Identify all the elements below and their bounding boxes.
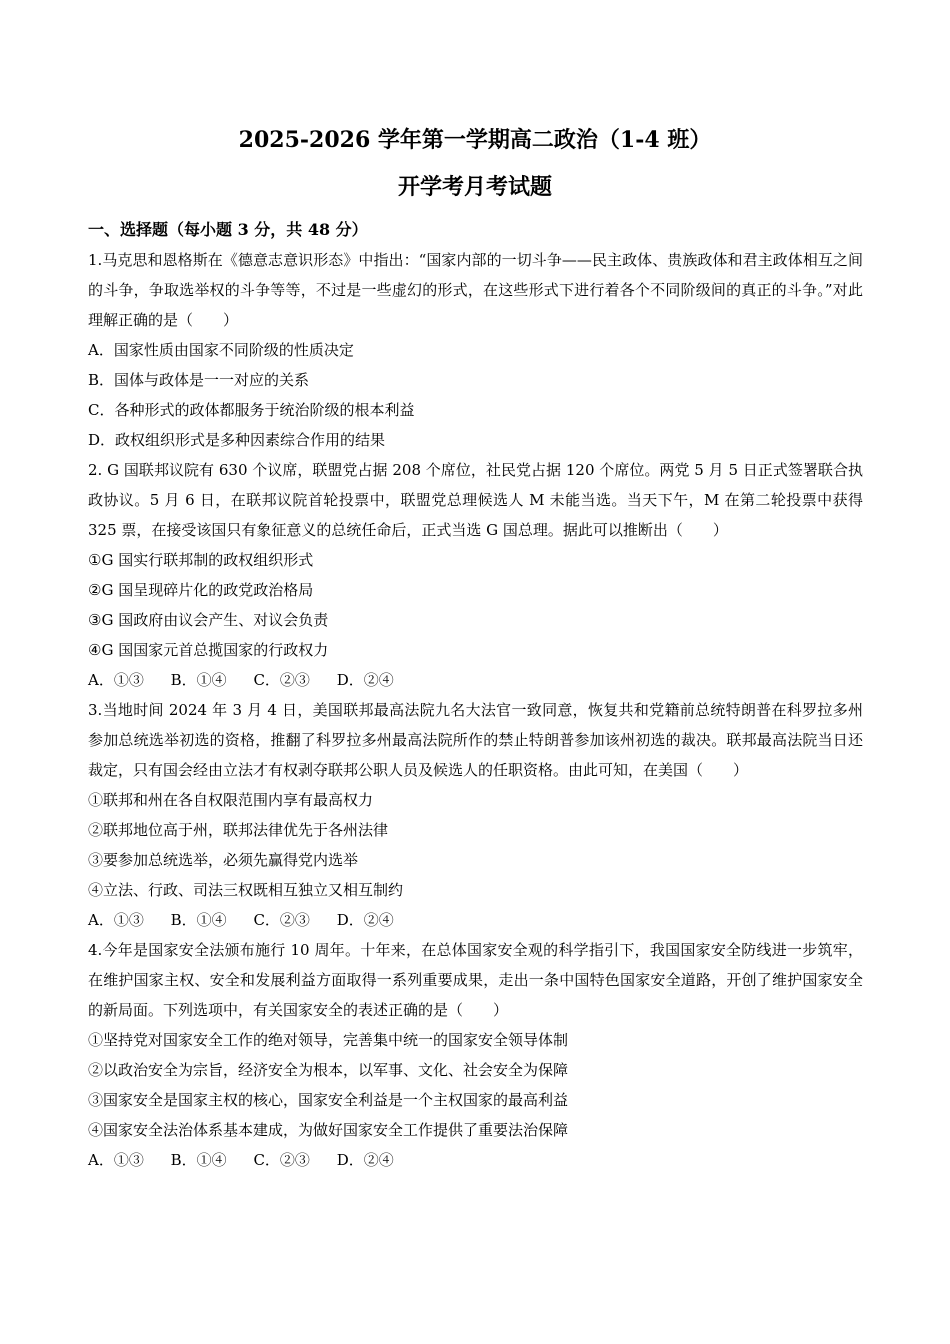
question-item: ①坚持党对国家安全工作的绝对领导，完善集中统一的国家安全领导体制: [88, 1031, 569, 1049]
question-item: ②以政治安全为宗旨，经济安全为根本，以军事、文化、社会安全为保障: [88, 1061, 569, 1079]
question-stem: 3.当地时间 2024 年 3 月 4 日，美国联邦最高法院九名大法官一致同意，恢复共和党籍前总统特朗普在科罗拉多州参加总统选举初选的资格，推翻了科罗拉多州最高法院所作的禁止特朗普参加该州初选的裁决。联邦最高法院当日还裁定，只有国会经由立法才有权剥夺联邦公职人员及候选人的任职资格。由此可知，在美国（ ）: [88, 701, 863, 779]
section-heading: 一、选择题（每小题 3 分，共 48 分）: [88, 220, 368, 239]
answer-option-c: C．②③: [253, 1151, 310, 1169]
question-2: [88, 455, 863, 695]
answer-options: [88, 905, 863, 935]
question-stem: 2. G 国联邦议院有 630 个议席，联盟党占据 208 个席位，社民党占据 120 个席位。两党 5 月 5 日正式签署联合执政协议。5 月 6 日，在联邦议院首轮投票中，联盟党总理候选人 M 未能当选。当天下午，M 在第二轮投票中获得 325 票，在接受该国只有象征意义的总统任命后，正式当选 G 国总理。据此可以推断出（ ）: [88, 461, 863, 539]
question-stem: 1.马克思和恩格斯在《德意志意识形态》中指出：“国家内部的一切斗争——民主政体、贵族政体和君主政体相互之间的斗争，争取选举权的斗争等等，不过是一些虚幻的形式，在这些形式下进行着各个不同阶级间的真正的斗争。”对此理解正确的是（ ）: [88, 251, 863, 329]
question-item: ②联邦地位高于州，联邦法律优先于各州法律: [88, 821, 389, 839]
question-item: ①G 国实行联邦制的政权组织形式: [88, 551, 314, 569]
question-item: D．政权组织形式是多种因素综合作用的结果: [88, 431, 386, 449]
question-item: C．各种形式的政体都服务于统治阶级的根本利益: [88, 401, 415, 419]
answer-option-b: B．①④: [170, 671, 227, 689]
answer-option-c: C．②③: [253, 671, 310, 689]
exam-title: 2025-2026 学年第一学期高二政治（1-4 班）: [238, 127, 712, 153]
answer-option-c: C．②③: [253, 911, 310, 929]
question-item: ③要参加总统选举，必须先赢得党内选举: [88, 851, 359, 869]
question-item: ④国家安全法治体系基本建成，为做好国家安全工作提供了重要法治保障: [88, 1121, 569, 1139]
question-stem: 4.今年是国家安全法颁布施行 10 周年。十年来，在总体国家安全观的科学指引下，我国国家安全防线进一步筑牢，在维护国家主权、安全和发展利益方面取得一系列重要成果，走出一条中国特色国家安全道路，开创了维护国家安全的新局面。下列选项中，有关国家安全的表述正确的是（ ）: [88, 941, 863, 1019]
question-item: ①联邦和州在各自权限范围内享有最高权力: [88, 791, 374, 809]
answer-option-d: D．②④: [336, 1151, 394, 1169]
exam-content: [88, 215, 863, 1175]
question-item: ④立法、行政、司法三权既相互独立又相互制约: [88, 881, 404, 899]
answer-option-a: A．①③: [88, 911, 144, 929]
question-4: [88, 935, 863, 1175]
question-item: ④G 国国家元首总揽国家的行政权力: [88, 641, 329, 659]
answer-option-d: D．②④: [336, 911, 394, 929]
question-1: [88, 245, 863, 455]
answer-options: [88, 1145, 863, 1175]
question-item: ③国家安全是国家主权的核心，国家安全利益是一个主权国家的最高利益: [88, 1091, 569, 1109]
question-item: B．国体与政体是一一对应的关系: [88, 371, 310, 389]
question-item: A．国家性质由国家不同阶级的性质决定: [88, 341, 354, 359]
answer-option-b: B．①④: [170, 1151, 227, 1169]
question-item: ②G 国呈现碎片化的政党政治格局: [88, 581, 314, 599]
question-item: ③G 国政府由议会产生、对议会负责: [88, 611, 329, 629]
answer-option-b: B．①④: [170, 911, 227, 929]
exam-subtitle: 开学考月考试题: [397, 174, 552, 200]
question-3: [88, 695, 863, 935]
answer-option-a: A．①③: [88, 671, 144, 689]
answer-options: [88, 665, 863, 695]
answer-option-d: D．②④: [336, 671, 394, 689]
answer-option-a: A．①③: [88, 1151, 144, 1169]
